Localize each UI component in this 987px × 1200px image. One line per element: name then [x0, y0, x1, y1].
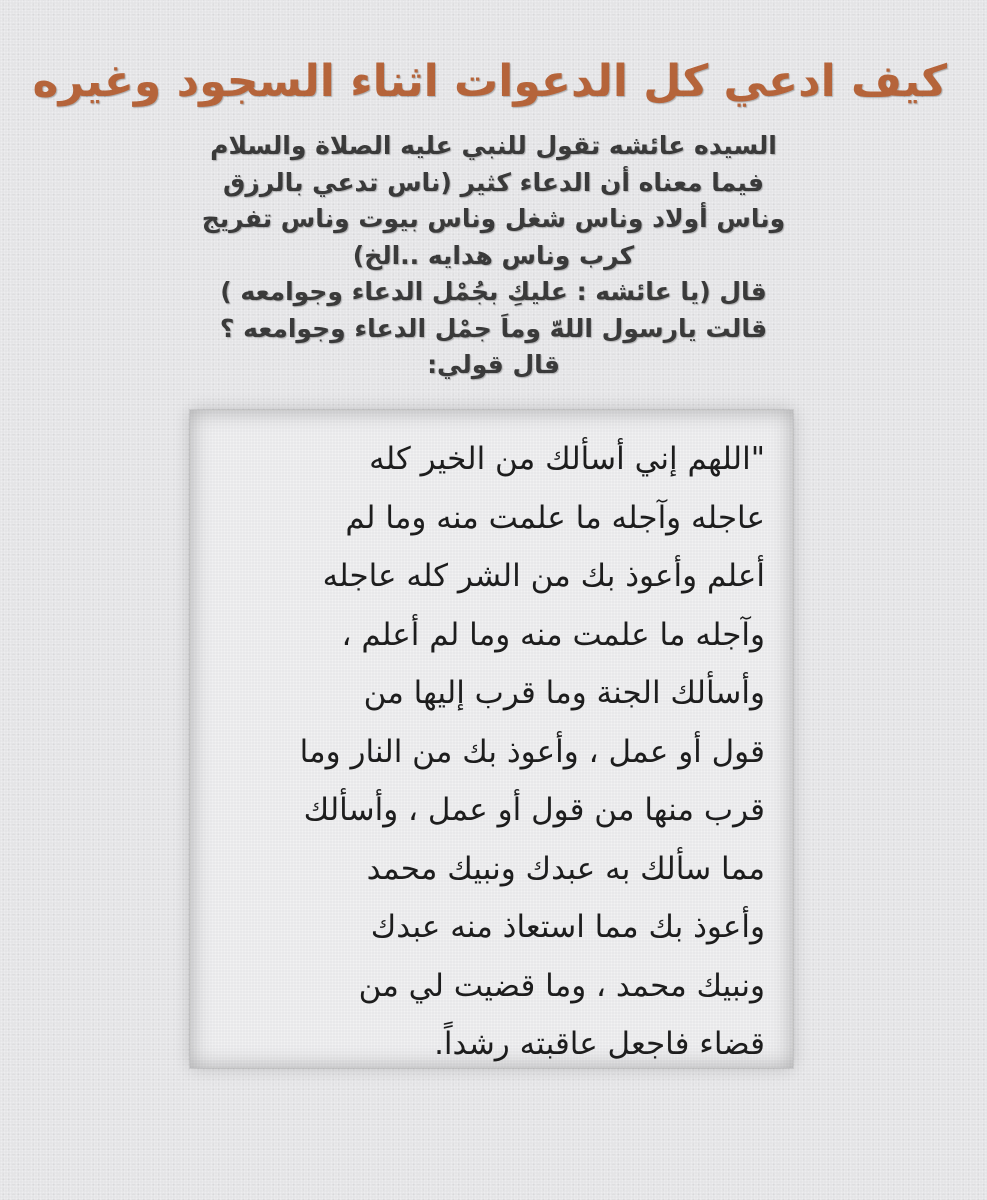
intro-paragraph	[130, 128, 857, 384]
dua-box	[190, 410, 793, 1068]
dua-line: قضاء فاجعل عاقبته رشداً.	[434, 1026, 765, 1062]
dua-line: قول أو عمل ، وأعوذ بك من النار وما	[299, 733, 765, 770]
dua-line: "اللهم إني أسألك من الخير كله	[369, 441, 765, 477]
page-title: كيف ادعي كل الدعوات اثناء السجود وغيره	[32, 56, 947, 107]
intro-line: قالت يارسول اللهّ وماَ جمْل الدعاء وجوامعه ؟	[219, 313, 768, 343]
dua-line: عاجله وآجله ما علمت منه وما لم	[345, 499, 765, 536]
intro-line: كرب وناس هدايه ..الخ)	[352, 240, 635, 270]
intro-line: وناس أولاد وناس شغل وناس بيوت وناس تفريج	[201, 204, 786, 233]
intro-line: قال (يا عائشه : عليكِ بجُمْل الدعاء وجوامعه )	[220, 277, 767, 306]
dua-text	[212, 430, 765, 1074]
dua-line: وأعوذ بك مما استعاذ منه عبدك	[370, 909, 765, 945]
dua-line: أعلم وأعوذ بك من الشر كله عاجله	[322, 558, 765, 594]
dua-line: وأسألك الجنة وما قرب إليها من	[363, 675, 765, 711]
dua-line: وآجله ما علمت منه وما لم أعلم ،	[341, 616, 765, 653]
intro-line: قال قولي:	[427, 350, 560, 379]
dua-line: مما سألك به عبدك ونبيك محمد	[366, 850, 765, 887]
dua-line: ونبيك محمد ، وما قضيت لي من	[358, 967, 765, 1004]
dua-line: قرب منها من قول أو عمل ، وأسألك	[303, 792, 765, 828]
intro-line: فيما معناه أن الدعاء كثير (ناس تدعي بالرزق	[223, 167, 764, 197]
intro-line: السيده عائشه تقول للنبي عليه الصلاة والسلام	[210, 131, 777, 160]
